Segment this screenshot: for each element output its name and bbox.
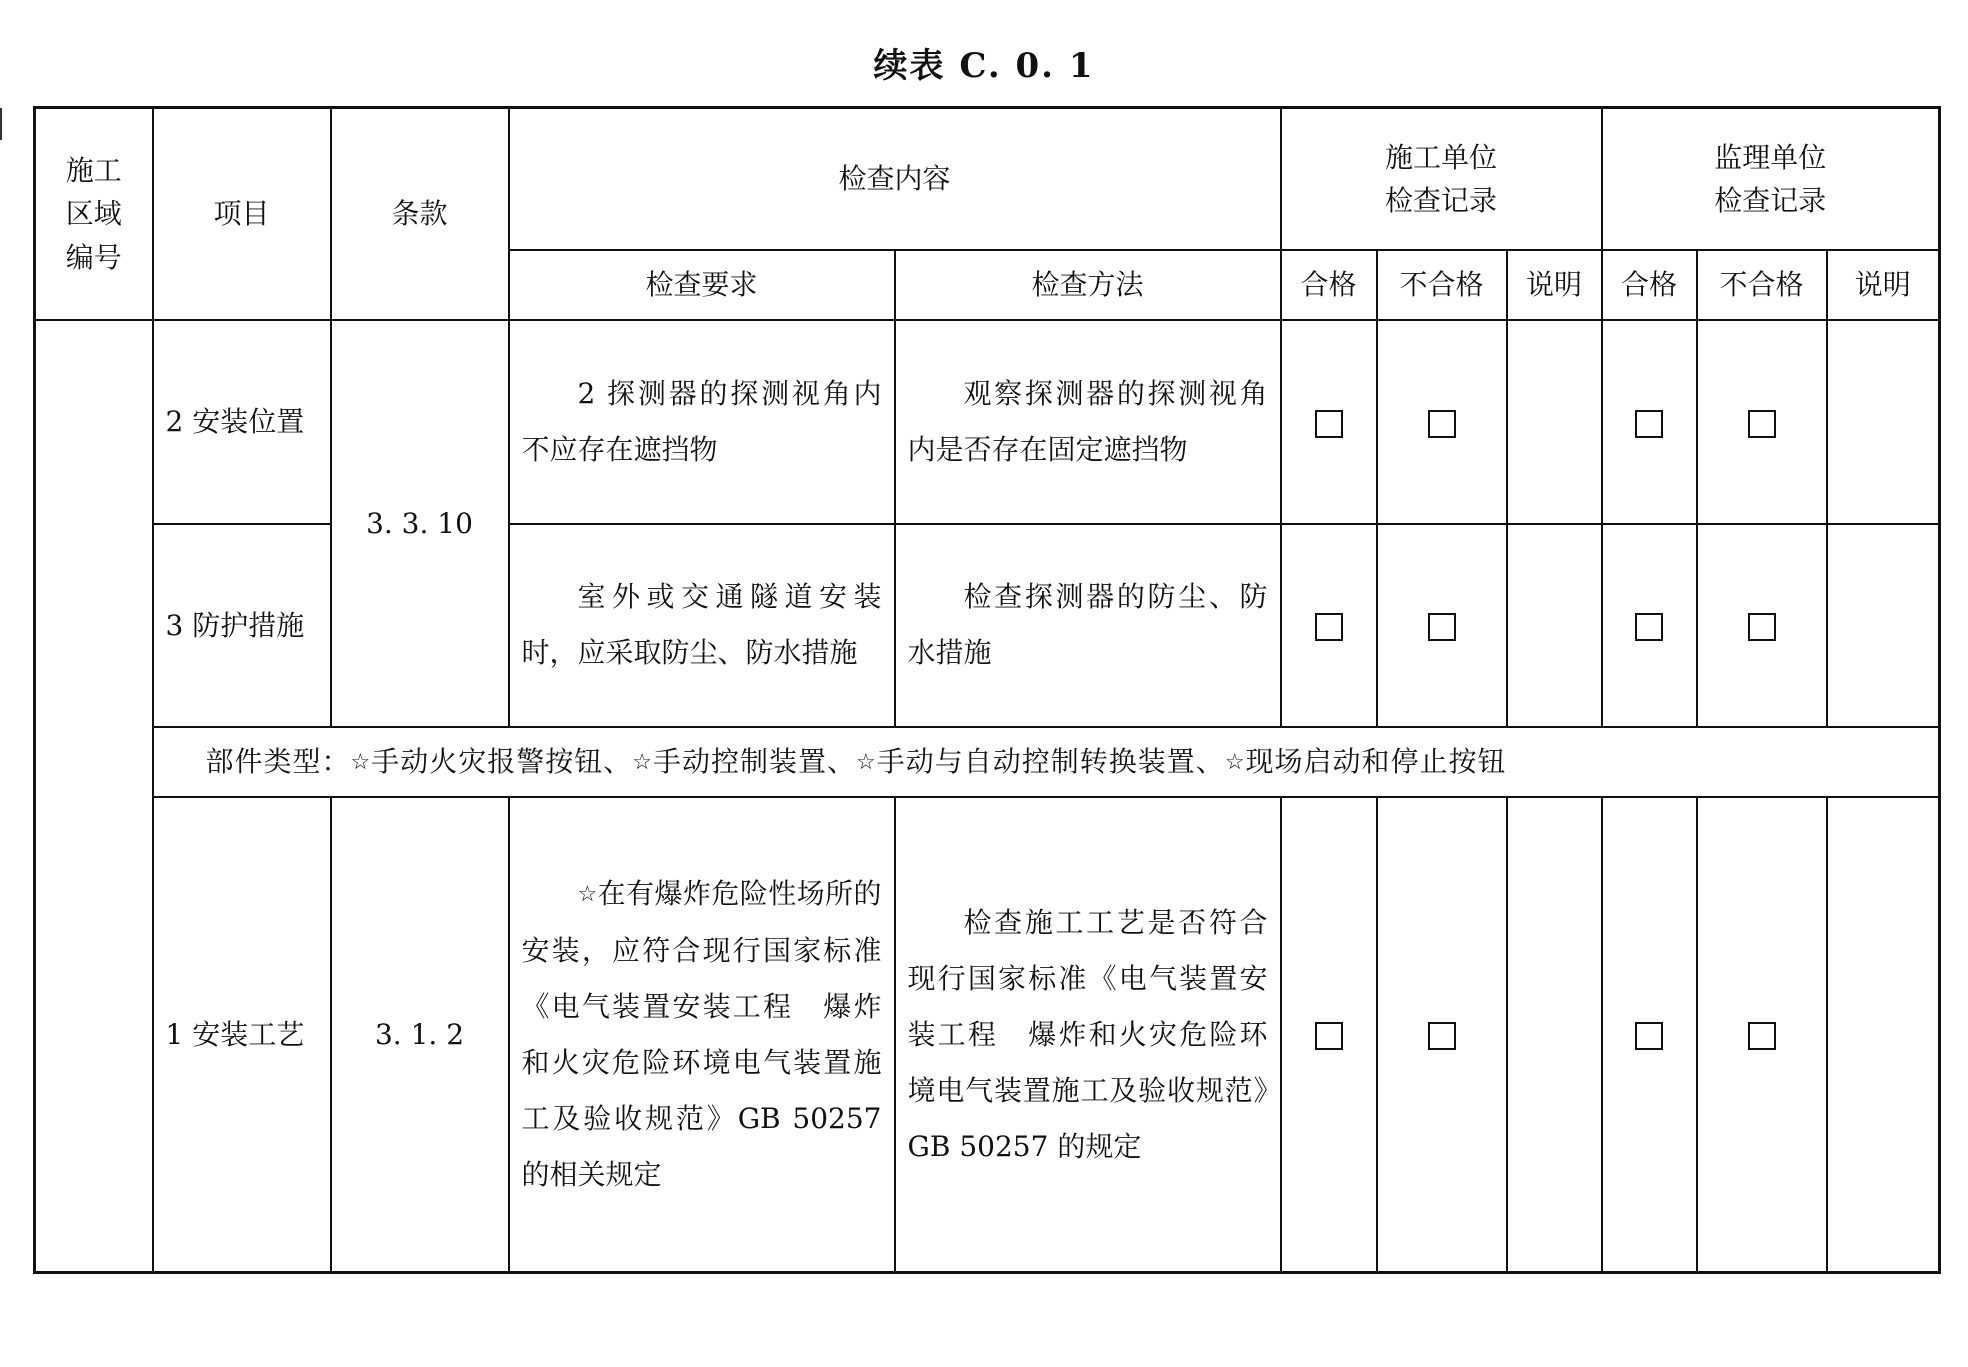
component-type-item: 手动火灾报警按钮 [371, 745, 604, 779]
component-type-item: 手动控制装置 [653, 745, 828, 779]
area-code-cell [35, 320, 153, 1272]
header-contractor-pass: 合格 [1281, 250, 1377, 320]
contractor-fail-cell [1377, 524, 1507, 728]
contractor-fail-checkbox[interactable] [1428, 613, 1456, 641]
supervisor-pass-checkbox[interactable] [1635, 1022, 1663, 1050]
header-supervisor-record [1602, 108, 1940, 250]
supervisor-note-cell[interactable] [1827, 524, 1940, 728]
header-contractor-record [1281, 108, 1602, 250]
supervisor-fail-checkbox[interactable] [1748, 613, 1776, 641]
separator: 、 [1195, 745, 1225, 779]
table-row [35, 524, 1940, 728]
header-row-1 [35, 108, 1940, 250]
row-requirement-text: 在有爆炸危险性场所的安装，应符合现行国家标准《电气装置安装工程 爆炸和火灾危险环境电气装置施工及验收规范》GB 50257 的相关规定 [521, 877, 882, 1192]
row-method-cell [895, 797, 1281, 1272]
contractor-pass-cell [1281, 797, 1377, 1272]
header-method: 检查方法 [895, 250, 1281, 320]
margin-mark [0, 108, 6, 140]
star-icon: ☆ [577, 882, 598, 908]
supervisor-pass-cell [1602, 320, 1697, 524]
supervisor-note-cell[interactable] [1827, 320, 1940, 524]
row-method-cell [895, 524, 1281, 728]
contractor-pass-cell [1281, 320, 1377, 524]
header-area-code-line-1: 施工 [65, 153, 122, 187]
component-type-item: 手动与自动控制转换装置 [876, 745, 1196, 779]
table-row [35, 797, 1940, 1272]
contractor-pass-cell [1281, 524, 1377, 728]
row-requirement [510, 866, 894, 1203]
supervisor-pass-cell [1602, 524, 1697, 728]
contractor-fail-checkbox[interactable] [1428, 410, 1456, 438]
header-contractor-fail: 不合格 [1377, 250, 1507, 320]
contractor-pass-checkbox[interactable] [1315, 1022, 1343, 1050]
contractor-pass-checkbox[interactable] [1315, 613, 1343, 641]
star-icon: ☆ [350, 750, 372, 776]
supervisor-note-cell[interactable] [1827, 797, 1940, 1272]
header-requirement: 检查要求 [509, 250, 895, 320]
contractor-note-cell[interactable] [1507, 320, 1602, 524]
header-clause: 条款 [331, 108, 509, 321]
supervisor-fail-cell [1697, 797, 1827, 1272]
contractor-pass-checkbox[interactable] [1315, 410, 1343, 438]
row-item: 1 安装工艺 [153, 797, 331, 1272]
row-requirement: 2 探测器的探测视角内不应存在遮挡物 [521, 376, 882, 466]
star-icon: ☆ [1224, 750, 1246, 776]
row-requirement: 室外或交通隧道安装时，应采取防尘、防水措施 [521, 580, 882, 670]
contractor-fail-checkbox[interactable] [1428, 1022, 1456, 1050]
star-icon: ☆ [632, 750, 654, 776]
supervisor-fail-cell [1697, 524, 1827, 728]
supervisor-pass-checkbox[interactable] [1635, 613, 1663, 641]
supervisor-fail-checkbox[interactable] [1748, 410, 1776, 438]
row-requirement-cell [509, 797, 895, 1272]
contractor-fail-cell [1377, 797, 1507, 1272]
header-area-code [35, 108, 153, 321]
star-icon: ☆ [856, 750, 877, 776]
row-clause: 3. 1. 2 [331, 797, 509, 1272]
row-requirement-cell [509, 524, 895, 728]
row-requirement-cell [509, 320, 895, 524]
table-title: 续表 C. 0. 1 [873, 46, 1095, 86]
header-item: 项目 [153, 108, 331, 321]
header-contractor-note: 说明 [1507, 250, 1602, 320]
row-item: 3 防护措施 [153, 524, 331, 728]
row-item: 2 安装位置 [153, 320, 331, 524]
supervisor-pass-cell [1602, 797, 1697, 1272]
header-supervisor-pass: 合格 [1602, 250, 1697, 320]
row-method: 检查施工工艺是否符合现行国家标准《电气装置安装工程 爆炸和火灾危险环境电气装置施工及验收规范》GB 50257 的规定 [907, 905, 1268, 1163]
inspection-table [33, 106, 1941, 1274]
row-method: 观察探测器的探测视角内是否存在固定遮挡物 [907, 376, 1268, 466]
header-supervisor-line-2: 检查记录 [1714, 183, 1827, 217]
section-row [35, 727, 1940, 797]
component-type-cell [153, 727, 1940, 797]
contractor-fail-cell [1377, 320, 1507, 524]
header-area-code-line-3: 编号 [65, 240, 122, 274]
header-area-code-line-2: 区域 [65, 197, 122, 231]
header-supervisor-line-1: 监理单位 [1714, 140, 1827, 174]
row-method-cell [895, 320, 1281, 524]
separator: 、 [603, 745, 633, 779]
table-row [35, 320, 1940, 524]
row-clause: 3. 3. 10 [331, 320, 509, 727]
supervisor-fail-cell [1697, 320, 1827, 524]
separator: 、 [827, 745, 857, 779]
contractor-note-cell[interactable] [1507, 797, 1602, 1272]
contractor-note-cell[interactable] [1507, 524, 1602, 728]
supervisor-fail-checkbox[interactable] [1748, 1022, 1776, 1050]
row-method: 检查探测器的防尘、防水措施 [907, 580, 1268, 670]
component-type-label: 部件类型： [205, 745, 351, 779]
header-supervisor-note: 说明 [1827, 250, 1940, 320]
header-content: 检查内容 [509, 108, 1281, 250]
header-supervisor-fail: 不合格 [1697, 250, 1827, 320]
header-contractor-line-1: 施工单位 [1385, 140, 1498, 174]
component-type-item: 现场启动和停止按钮 [1245, 745, 1507, 779]
supervisor-pass-checkbox[interactable] [1635, 410, 1663, 438]
header-contractor-line-2: 检查记录 [1385, 183, 1498, 217]
